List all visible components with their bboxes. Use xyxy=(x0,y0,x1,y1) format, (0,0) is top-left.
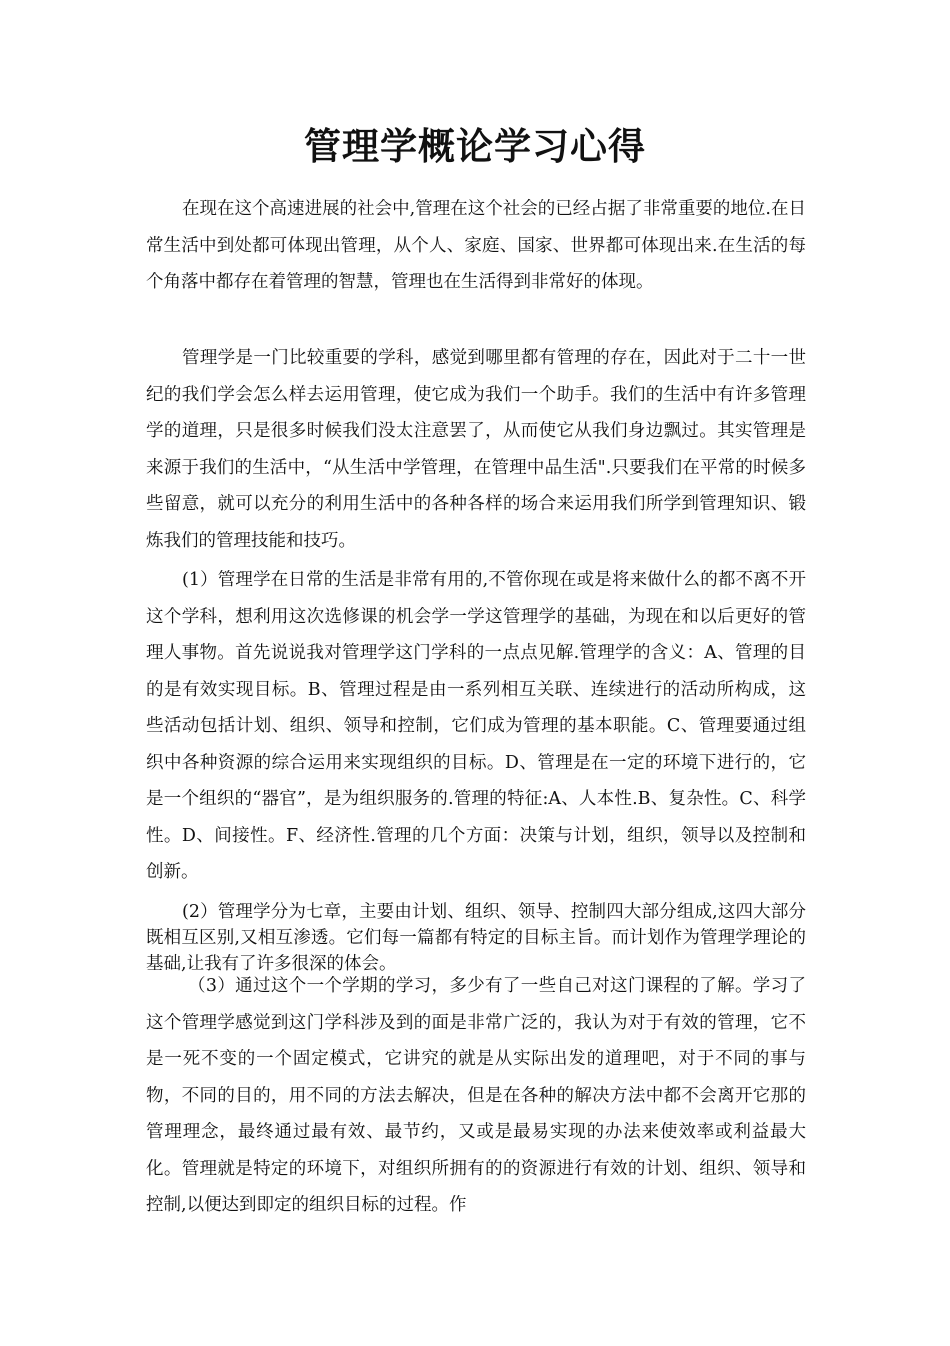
paragraph-point-2: (2）管理学分为七章，主要由计划、组织、领导、控制四大部分组成,这四大部分既相互区别,又相互渗透。它们每一篇都有特定的目标主旨。而计划作为管理学理论的基础,让我有了许多很深的体会。 xyxy=(146,902,806,974)
paragraph-point-3: （3）通过这个一个学期的学习，多少有了一些自己对这门课程的了解。学习了这个管理学感觉到这门学科涉及到的面是非常广泛的，我认为对于有效的管理，它不是一死不变的一个固定模式，它讲究的就是从实际出发的道理吧，对于不同的事与物，不同的目的，用不同的方法去解决，但是在各种的解决方法中都不会离开它那的管理理念，最终通过最有效、最节约，又或是最易实现的办法来使效率或利益最大化。管理就是特定的环境下，对组织所拥有的的资源进行有效的计划、组织、领导和控制,以便达到即定的组织目标的过程。作 xyxy=(146,976,806,1215)
paragraph-point-1: (1）管理学在日常的生活是非常有用的,不管你现在或是将来做什么的都不离不开这个学科，想利用这次选修课的机会学一学这管理学的基础，为现在和以后更好的管理人事物。首先说说我对管理学这门学科的一点点见解.管理学的含义：A、管理的目的是有效实现目标。B、管理过程是由一系列相互关联、连续进行的活动所构成，这些活动包括计划、组织、领导和控制，它们成为管理的基本职能。C、管理要通过组织中各种资源的综合运用来实现组织的目标。D、管理是在一定的环境下进行的，它是一个组织的“器官”，是为组织服务的.管理的特征:A、人本性.B、复杂性。C、科学性。D、间接性。F、经济性.管理的几个方面：决策与计划，组织，领导以及控制和创新。 xyxy=(146,570,806,882)
document-title: 管理学概论学习心得 xyxy=(304,125,646,168)
paragraph-intro: 在现在这个高速进展的社会中,管理在这个社会的已经占据了非常重要的地位.在日常生活中到处都可体现出管理，从个人、家庭、国家、世界都可体现出来.在生活的每个角落中都存在着管理的智慧，管理也在生活得到非常好的体现。 xyxy=(146,199,806,292)
paragraph-management-discipline: 管理学是一门比较重要的学科，感觉到哪里都有管理的存在，因此对于二十一世纪的我们学会怎么样去运用管理，使它成为我们一个助手。我们的生活中有许多管理学的道理，只是很多时候我们没太注意罢了，从而使它从我们身边飘过。其实管理是来源于我们的生活中，“从生活中学管理，在管理中品生活".只要我们在平常的时候多些留意，就可以充分的利用生活中的各种各样的场合来运用我们所学到管理知识、锻炼我们的管理技能和技巧。 xyxy=(146,348,806,551)
